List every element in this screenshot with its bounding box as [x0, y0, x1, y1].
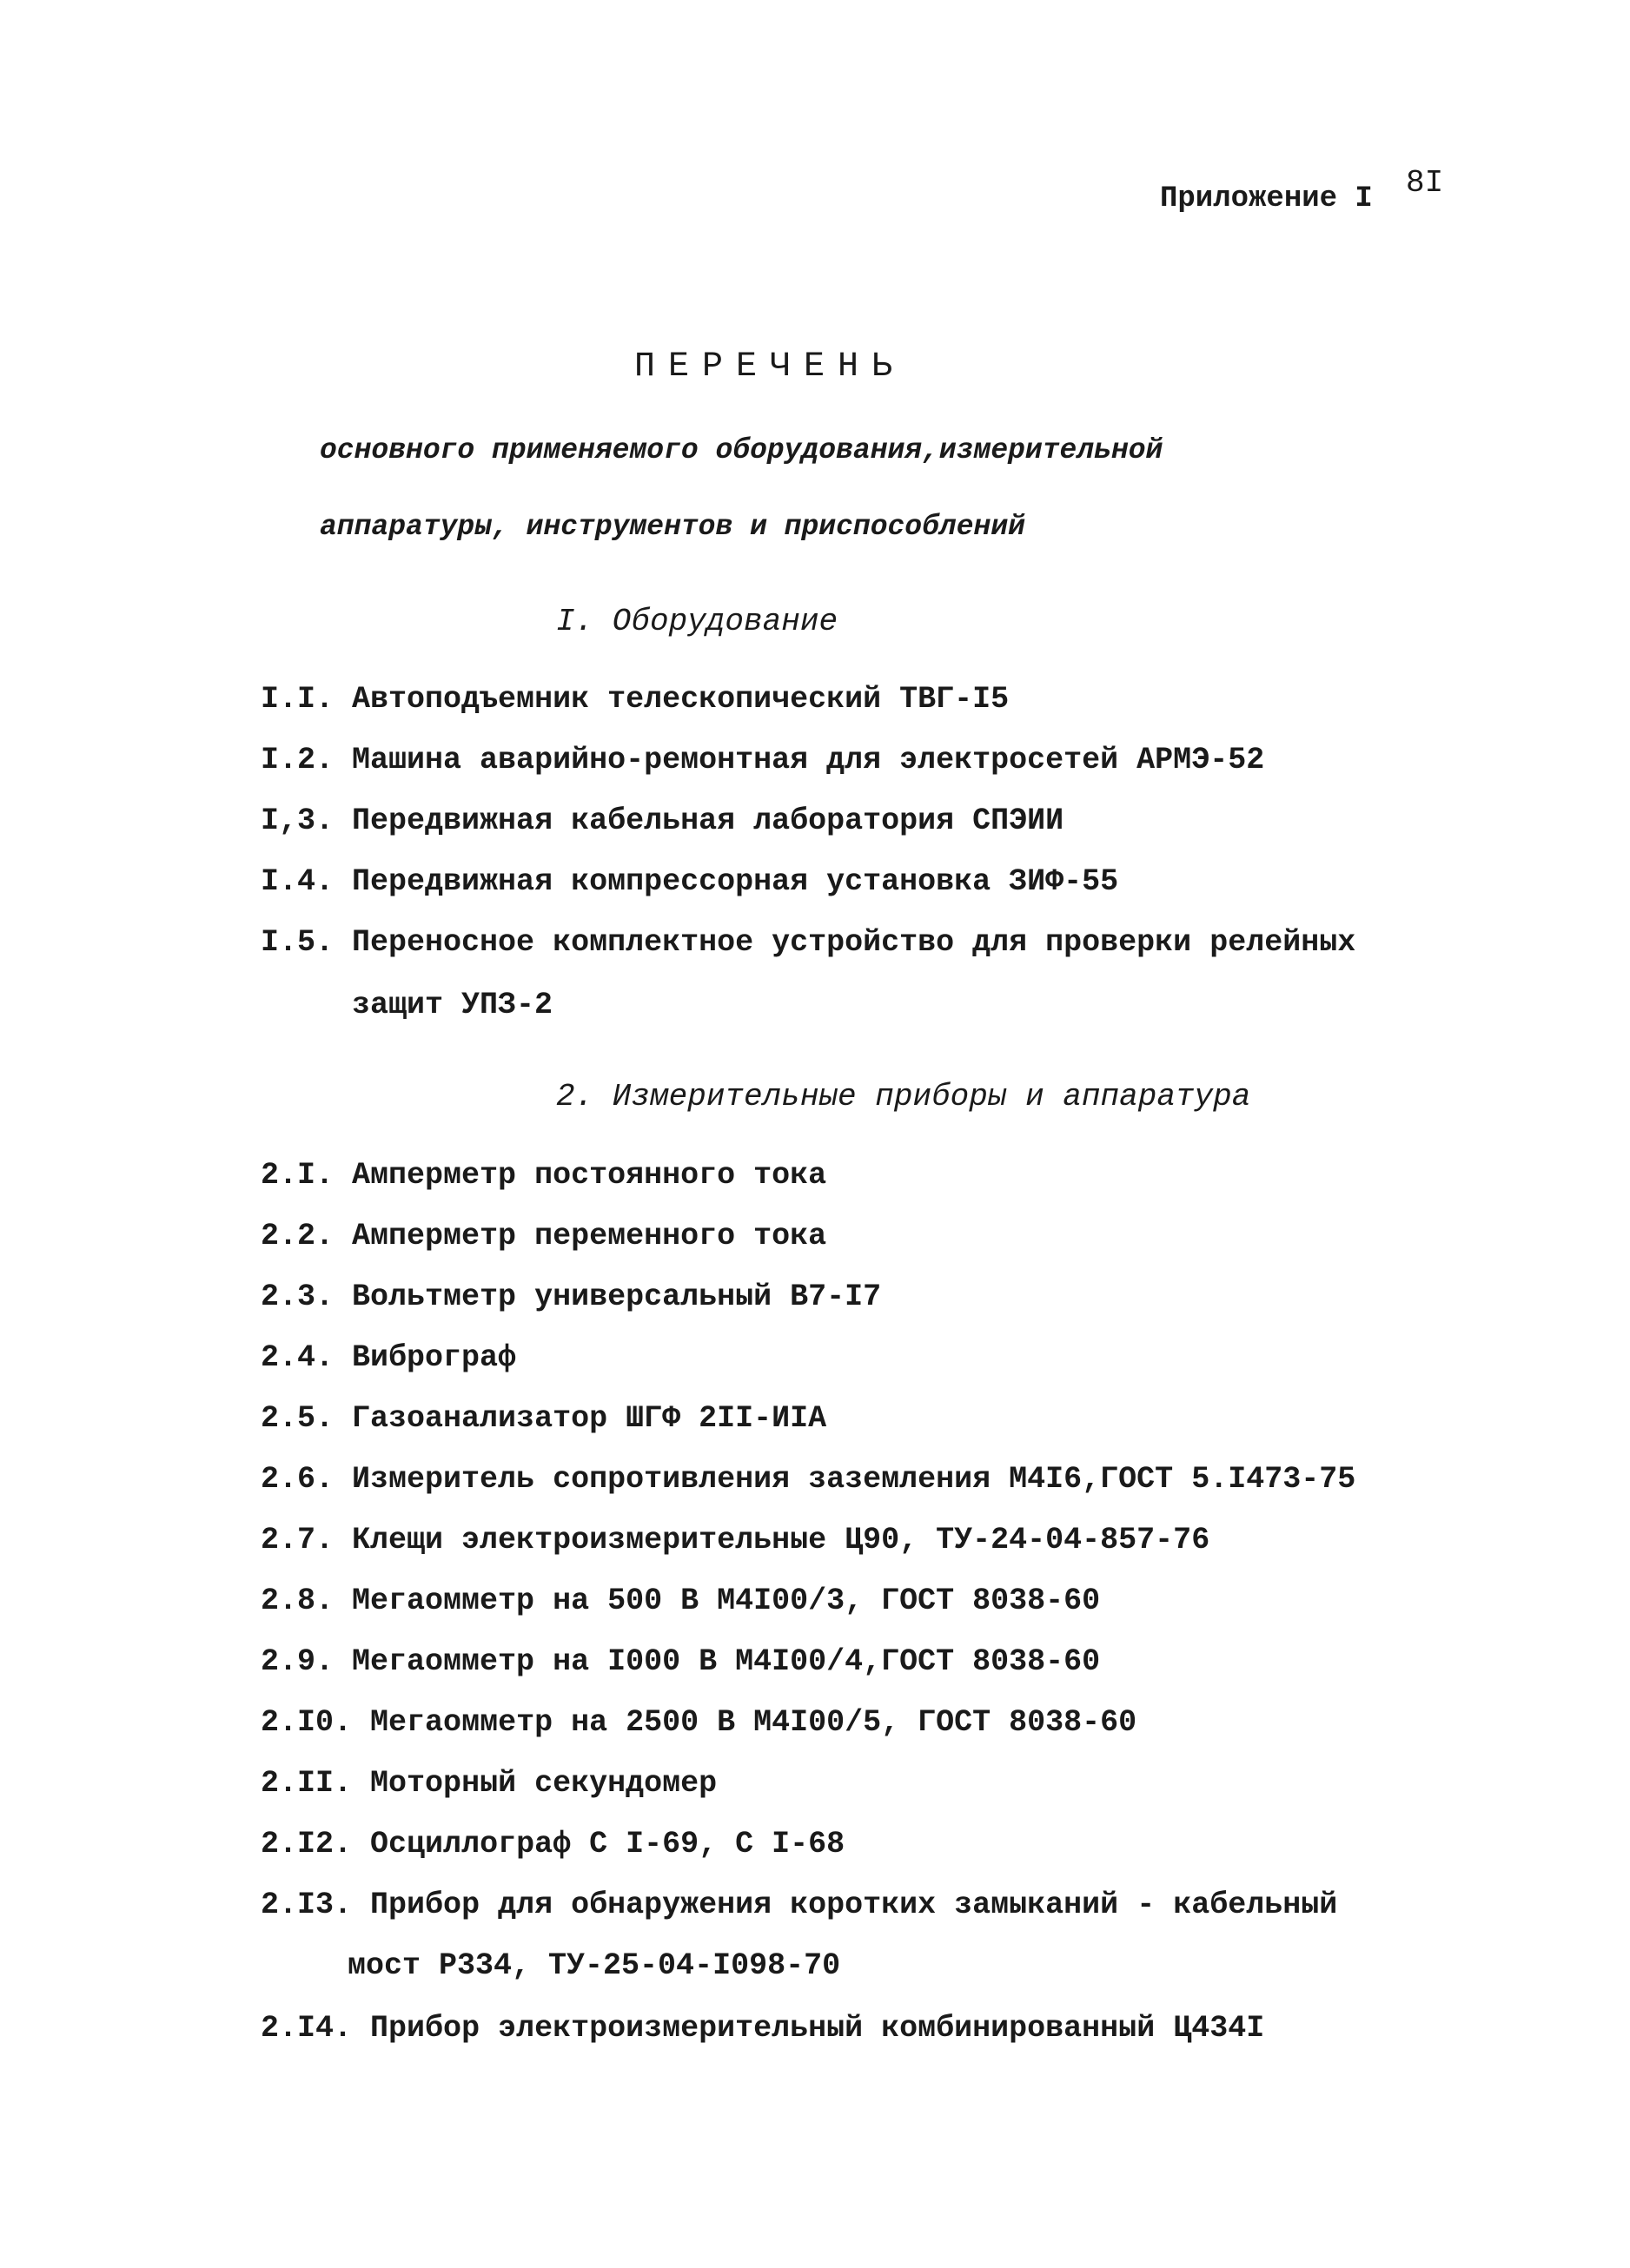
- list-item: [261, 925, 1355, 960]
- item-number: 2.I2.: [261, 1827, 353, 1861]
- item-number: 2.2.: [261, 1219, 335, 1253]
- list-item: [261, 1523, 1209, 1557]
- item-number: 2.II.: [261, 1766, 353, 1801]
- subtitle-line-1: основного применяемого оборудования,измерительной: [320, 434, 1163, 466]
- list-item: [261, 803, 1063, 838]
- item-number: 2.5.: [261, 1401, 335, 1436]
- item-number: I.4.: [261, 864, 335, 899]
- item-text: Мегаомметр на 500 В М4I00/3, ГОСТ 8038-60: [352, 1584, 1101, 1618]
- subtitle-line-2: аппаратуры, инструментов и приспособлений: [320, 511, 1025, 543]
- section-2-heading: 2. Измерительные приборы и аппаратура: [556, 1079, 1251, 1114]
- item-text: Мегаомметр на I000 В М4I00/4,ГОСТ 8038-60: [352, 1644, 1101, 1679]
- list-item: [261, 743, 1264, 777]
- item-number: 2.4.: [261, 1340, 335, 1375]
- list-item: [261, 682, 1009, 717]
- item-text: Виброграф: [352, 1340, 517, 1375]
- item-number: 2.7.: [261, 1523, 335, 1557]
- item-continuation: мост Р334, ТУ-25-04-I098-70: [348, 1948, 841, 1983]
- item-text: Измеритель сопротивления заземления М4I6,ГОСТ 5.I473-75: [352, 1462, 1356, 1497]
- item-text: Клещи электроизмерительные Ц90, ТУ-24-04-857-76: [352, 1523, 1210, 1557]
- item-number: I,3.: [261, 803, 335, 838]
- document-title: ПЕРЕЧЕНЬ: [634, 347, 906, 387]
- list-item: [261, 1766, 717, 1801]
- list-item: [261, 1888, 1337, 1922]
- list-item: [261, 1340, 516, 1375]
- item-text: Мегаомметр на 2500 В М4I00/5, ГОСТ 8038-60: [370, 1705, 1137, 1740]
- item-text: Прибор для обнаружения коротких замыканий - кабельный: [370, 1888, 1338, 1922]
- item-text: Моторный секундомер: [370, 1766, 718, 1801]
- item-number: 2.I3.: [261, 1888, 353, 1922]
- item-text: Передвижная компрессорная установка ЗИФ-55: [352, 864, 1119, 899]
- item-number: 2.I0.: [261, 1705, 353, 1740]
- list-item: [261, 1158, 826, 1193]
- document-subtitle: [320, 413, 1449, 565]
- section-1-heading: I. Оборудование: [556, 604, 838, 639]
- item-text: Передвижная кабельная лаборатория СПЭИИ: [352, 803, 1064, 838]
- item-number: 2.6.: [261, 1462, 335, 1497]
- list-item: [261, 1462, 1355, 1497]
- item-text: Автоподъемник телескопический ТВГ-I5: [352, 682, 1010, 717]
- list-item: [261, 1279, 881, 1314]
- item-text: Газоанализатор ШГФ 2II-ИIА: [352, 1401, 827, 1436]
- list-item: [261, 1827, 845, 1861]
- item-number: 2.8.: [261, 1584, 335, 1618]
- item-number: 2.3.: [261, 1279, 335, 1314]
- item-text: Прибор электроизмерительный комбинированный Ц434I: [370, 2011, 1265, 2046]
- item-text: Машина аварийно-ремонтная для электросетей АРМЭ-52: [352, 743, 1265, 777]
- page-number: 8I: [1406, 165, 1444, 201]
- list-item: [261, 2011, 1264, 2046]
- item-text: Осциллограф С I-69, С I-68: [370, 1827, 845, 1861]
- list-item: [261, 1644, 1100, 1679]
- item-text: Амперметр переменного тока: [352, 1219, 827, 1253]
- item-text: Переносное комплектное устройство для проверки релейных: [352, 925, 1356, 960]
- item-text: Амперметр постоянного тока: [352, 1158, 827, 1193]
- list-item: [261, 1219, 826, 1253]
- item-number: I.2.: [261, 743, 335, 777]
- item-number: 2.I.: [261, 1158, 335, 1193]
- appendix-label: Приложение I: [1160, 182, 1373, 215]
- item-number: 2.I4.: [261, 2011, 353, 2046]
- list-item: [261, 1705, 1136, 1740]
- item-number: 2.9.: [261, 1644, 335, 1679]
- item-number: I.5.: [261, 925, 335, 960]
- list-item: [261, 864, 1118, 899]
- list-item: [261, 1401, 826, 1436]
- list-item: [261, 1584, 1100, 1618]
- item-text: Вольтметр универсальный В7-I7: [352, 1279, 882, 1314]
- item-number: I.I.: [261, 682, 335, 717]
- item-continuation: защит УПЗ-2: [352, 988, 553, 1022]
